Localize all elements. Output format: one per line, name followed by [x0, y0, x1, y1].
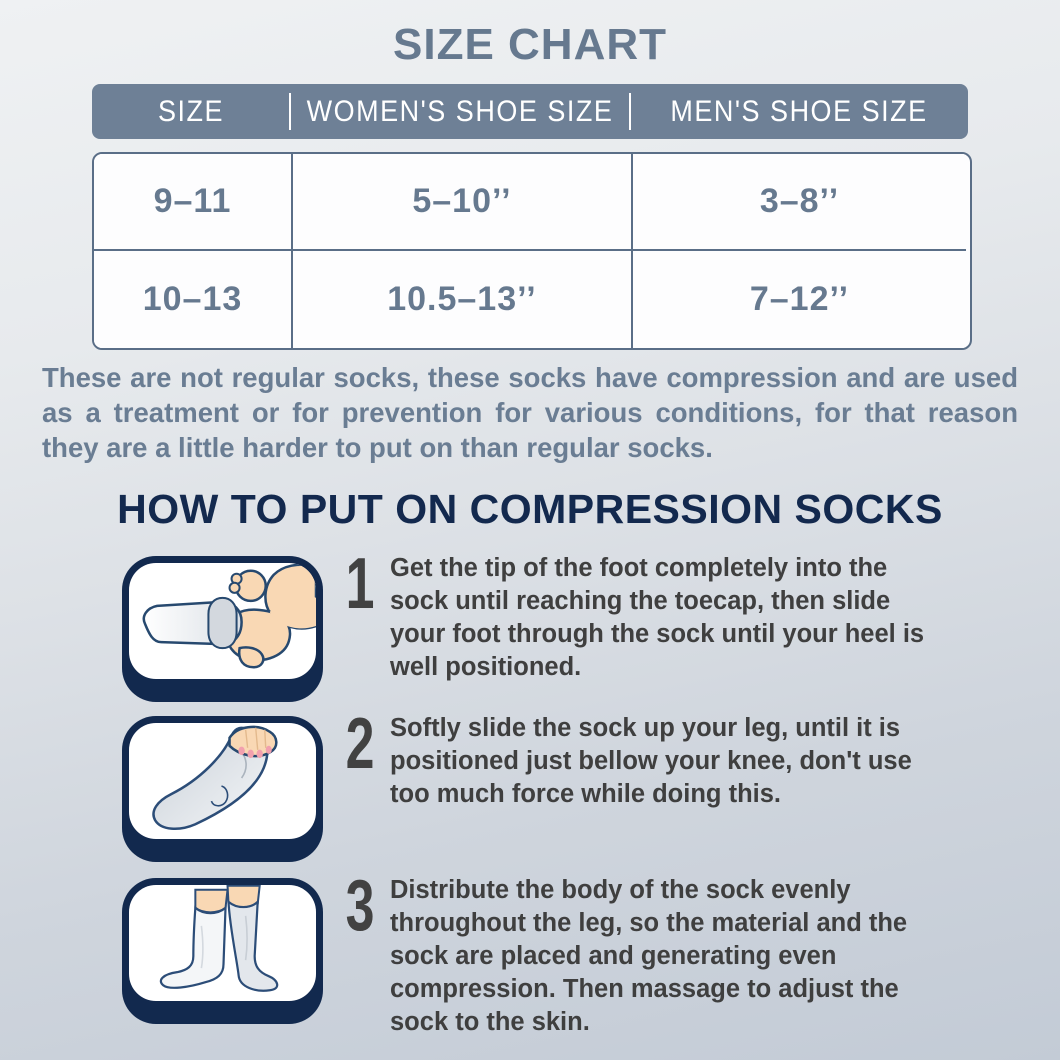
- step2-number: 2: [345, 704, 375, 784]
- table-cell-mens-row2: 7–12’’: [631, 251, 966, 348]
- step3-illustration-panel: [129, 885, 316, 1001]
- step3-number: 3: [345, 866, 375, 946]
- intro-paragraph: These are not regular socks, these socks have compression and are used as a treatment or for prevention for various conditions, for that reason they are a little harder to put on than regular socks.: [42, 362, 1018, 463]
- size-chart-table: [92, 152, 972, 350]
- step2-illustration-frame: [122, 716, 323, 862]
- table-cell-mens-row1: 3–8’’: [631, 154, 966, 251]
- foot-into-sock-illustration: [129, 563, 316, 679]
- step1-illustration-panel: [129, 563, 316, 679]
- column-header-size: SIZE: [157, 94, 224, 128]
- step1-illustration-frame: [122, 556, 323, 702]
- step3-text: Distribute the body of the sock evenly throughout the leg, so the material and the sock are placed and generating even compression. Then massage to adjust the sock to the skin.: [390, 876, 908, 1036]
- step1-text: Get the tip of the foot completely into the sock until reaching the toecap, then slide your foot through the sock until your heel is well positioned.: [390, 554, 925, 681]
- step3-illustration-frame: [122, 878, 323, 1024]
- size-chart-title: SIZE CHART: [393, 20, 667, 69]
- slide-sock-up-leg-illustration: [129, 723, 316, 839]
- step2-illustration-panel: [129, 723, 316, 839]
- column-header-womens-shoe-size: WOMEN'S SHOE SIZE: [306, 94, 614, 128]
- table-cell-size-row1: 9–11: [94, 154, 291, 251]
- table-cell-womens-row2: 10.5–13’’: [291, 251, 631, 348]
- step1-number: 1: [345, 544, 375, 624]
- table-cell-womens-row1: 5–10’’: [291, 154, 631, 251]
- legs-wearing-socks-illustration: [129, 885, 316, 1001]
- howto-heading: HOW TO PUT ON COMPRESSION SOCKS: [117, 486, 943, 532]
- step2-text: Softly slide the sock up your leg, until it is positioned just bellow your knee, don't use too much force while doing this.: [390, 714, 912, 808]
- column-header-mens-shoe-size: MEN'S SHOE SIZE: [670, 94, 928, 128]
- table-cell-size-row2: 10–13: [94, 251, 291, 348]
- size-chart-header-bar: [92, 84, 968, 139]
